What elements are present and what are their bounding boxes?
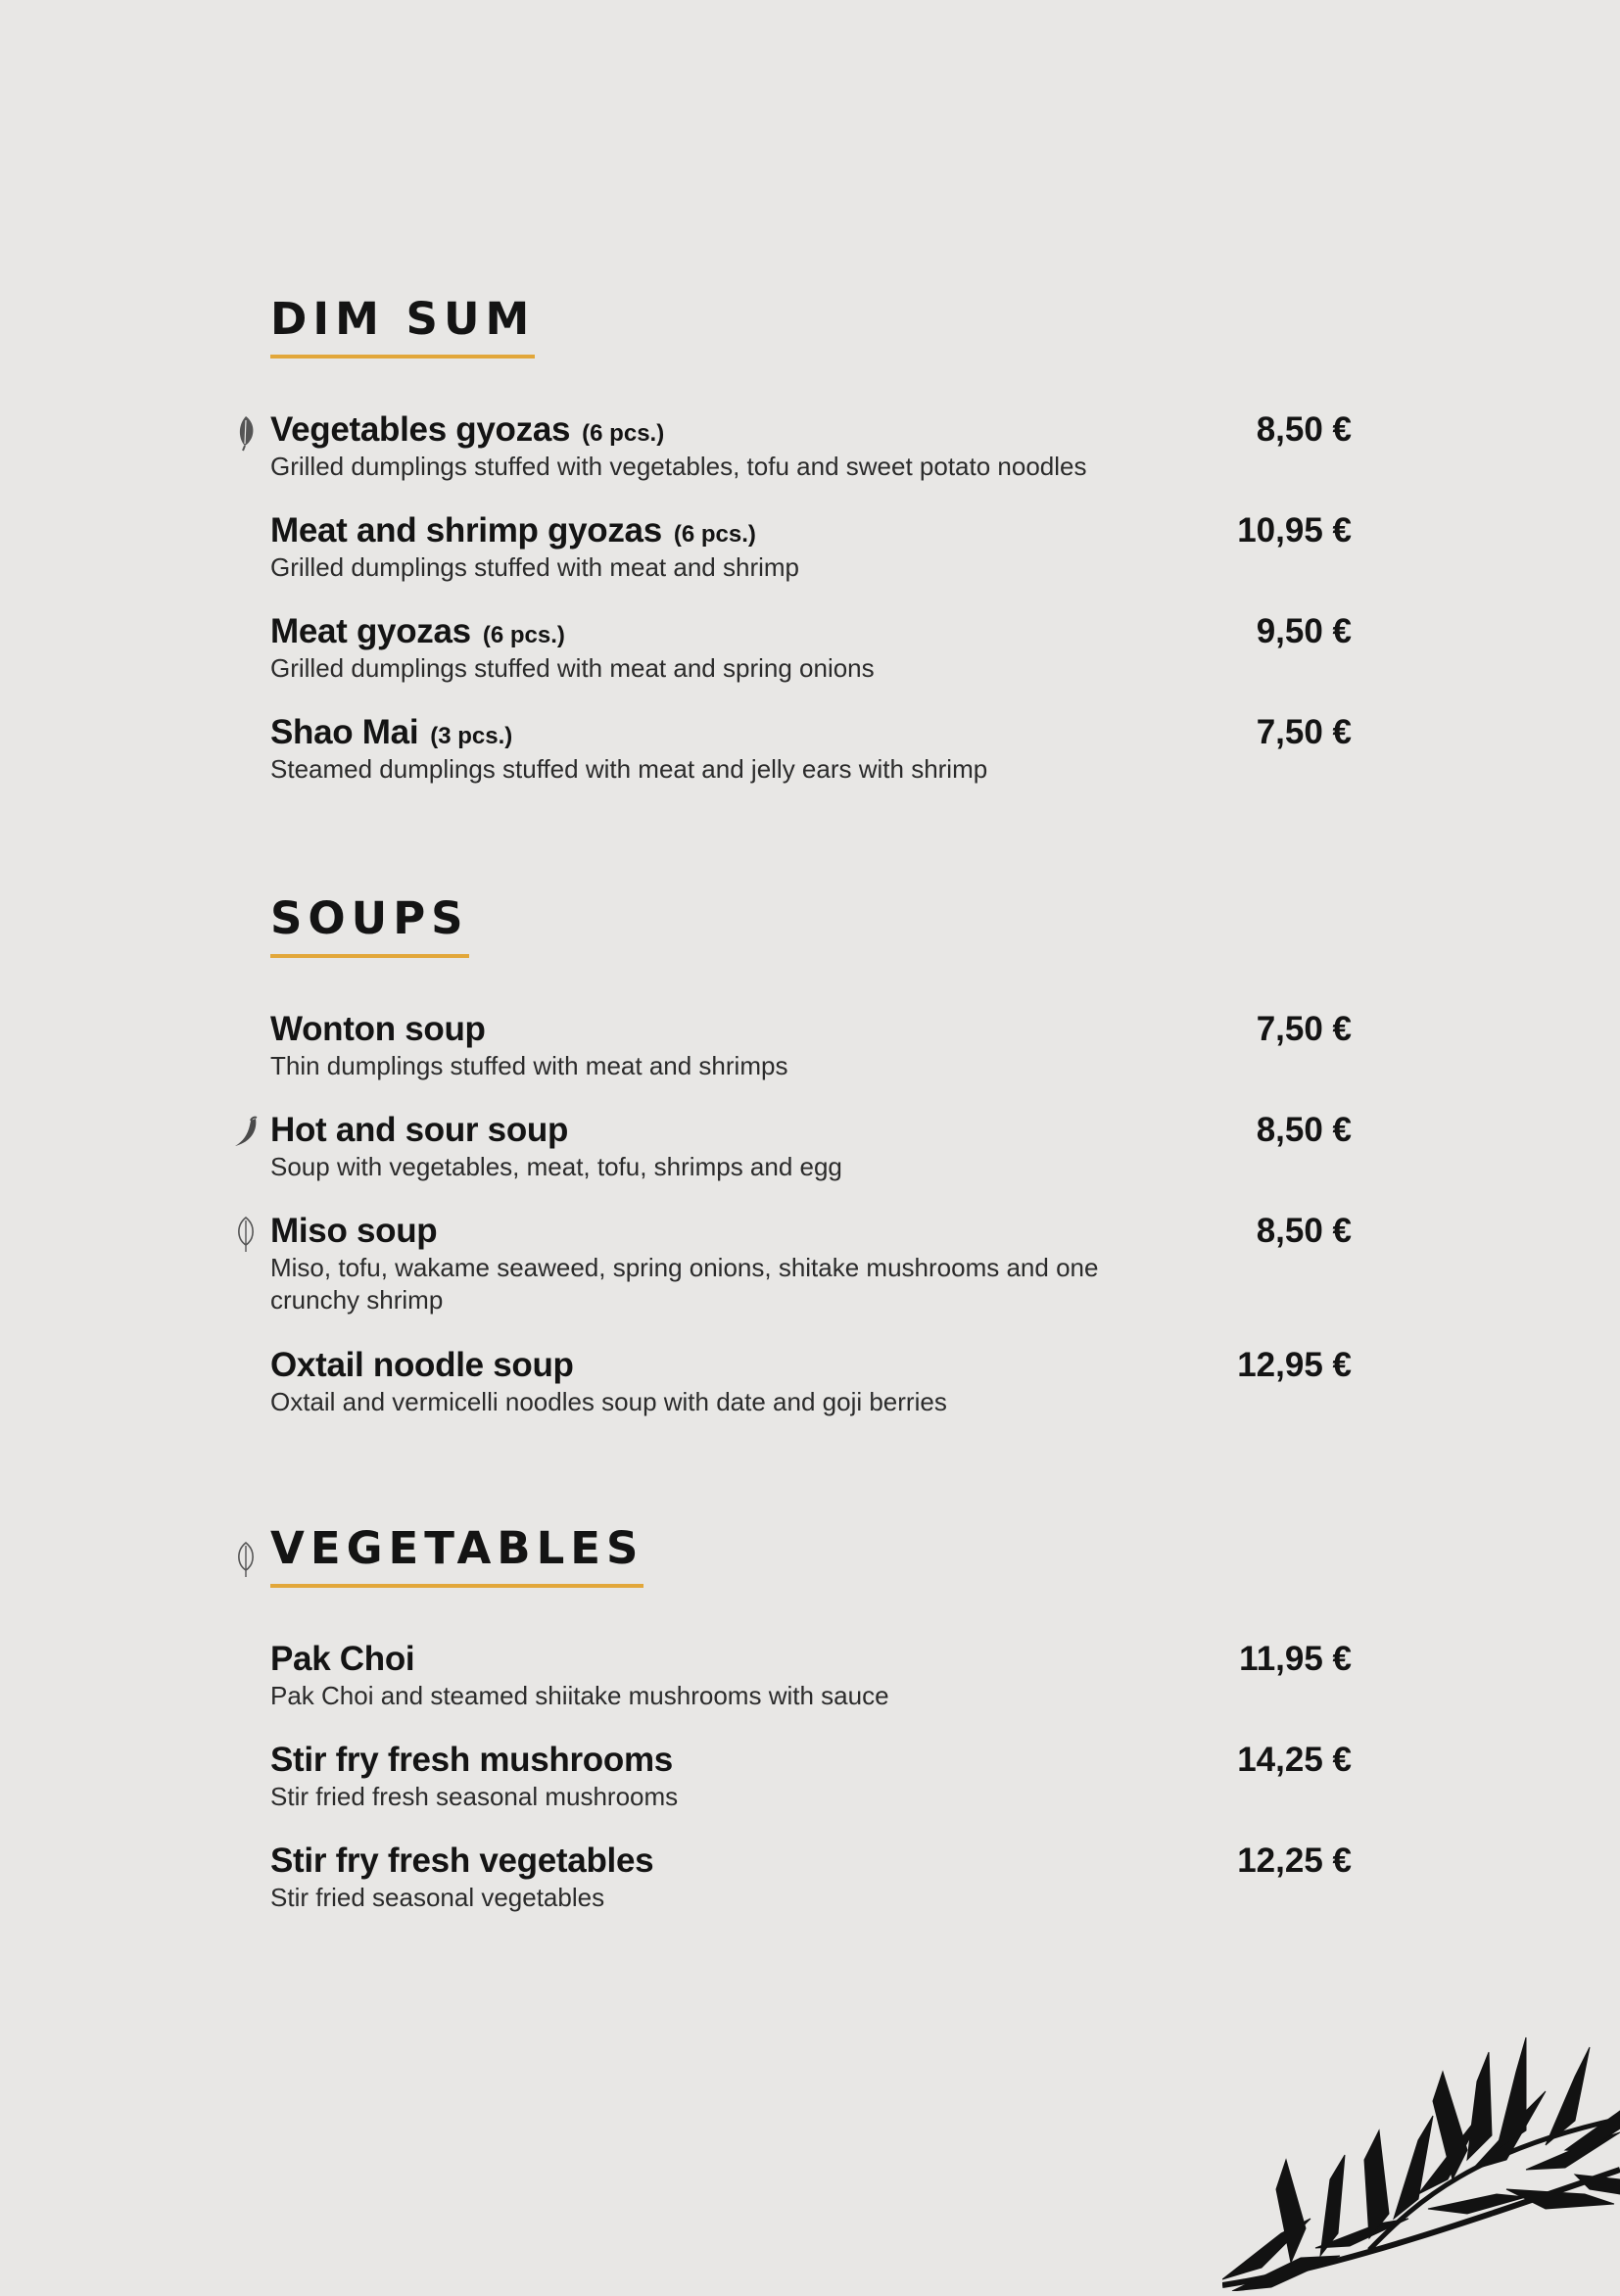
item-quantity: (6 pcs.): [582, 420, 665, 447]
item-description: Thin dumplings stuffed with meat and shrimps: [270, 1051, 788, 1080]
item-quantity: (6 pcs.): [673, 521, 756, 548]
item-description: Soup with vegetables, meat, tofu, shrimps and egg: [270, 1152, 842, 1181]
item-description: Grilled dumplings stuffed with vegetables, tofu and sweet potato noodles: [270, 452, 1087, 481]
item-name: Meat and shrimp gyozas: [270, 511, 662, 550]
menu-item: [270, 1737, 1352, 1813]
menu-item: [270, 1208, 1352, 1316]
item-description: Grilled dumplings stuffed with meat and spring onions: [270, 653, 875, 683]
item-description: Stir fried fresh seasonal mushrooms: [270, 1782, 679, 1811]
menu-item: [270, 1636, 1352, 1712]
item-name: Meat gyozas: [270, 612, 471, 650]
menu-item: [270, 1107, 1352, 1183]
item-price: 12,25 €: [1237, 1842, 1352, 1880]
item-name: Hot and sour soup: [270, 1111, 569, 1149]
item-price: 8,50 €: [1256, 1212, 1352, 1250]
item-name: Oxtail noodle soup: [270, 1346, 574, 1384]
item-description: Oxtail and vermicelli noodles soup with date and goji berries: [270, 1387, 947, 1416]
item-name: Miso soup: [270, 1212, 438, 1250]
menu-item: [270, 608, 1352, 685]
item-price: 8,50 €: [1256, 410, 1352, 449]
leaf-solid-icon: [231, 414, 261, 452]
item-name: Stir fry fresh vegetables: [270, 1842, 654, 1880]
item-quantity: (6 pcs.): [482, 622, 565, 648]
menu-item: [270, 1342, 1352, 1418]
item-price: 9,50 €: [1256, 612, 1352, 650]
item-name: Shao Mai: [270, 713, 419, 751]
chili-pepper-icon: [231, 1115, 261, 1152]
menu-item: [270, 1838, 1352, 1914]
leaf-outline-icon: [231, 1541, 261, 1578]
item-price: 10,95 €: [1237, 511, 1352, 550]
section-title: DIM SUM: [270, 292, 535, 359]
menu-item: [270, 1006, 1352, 1082]
item-description: Miso, tofu, wakame seaweed, spring onions, shitake mushrooms and one crunchy shrimp: [270, 1253, 1099, 1315]
item-name: Stir fry fresh mushrooms: [270, 1741, 673, 1779]
item-price: 11,95 €: [1239, 1640, 1352, 1678]
item-price: 12,95 €: [1237, 1346, 1352, 1384]
item-price: 14,25 €: [1237, 1741, 1352, 1779]
item-description: Stir fried seasonal vegetables: [270, 1883, 605, 1912]
bamboo-leaves-icon: [1222, 2023, 1620, 2291]
menu-item: [270, 407, 1352, 483]
item-name: Vegetables gyozas: [270, 410, 571, 449]
item-price: 8,50 €: [1256, 1111, 1352, 1149]
leaf-outline-icon: [231, 1216, 261, 1253]
item-description: Grilled dumplings stuffed with meat and shrimp: [270, 552, 799, 582]
section-title: VEGETABLES: [270, 1521, 643, 1588]
item-name: Wonton soup: [270, 1010, 486, 1048]
item-name: Pak Choi: [270, 1640, 415, 1678]
menu-item: [270, 507, 1352, 584]
item-price: 7,50 €: [1256, 713, 1352, 751]
item-description: Pak Choi and steamed shiitake mushrooms with sauce: [270, 1681, 889, 1710]
section-title: SOUPS: [270, 891, 469, 958]
item-price: 7,50 €: [1256, 1010, 1352, 1048]
menu-item: [270, 709, 1352, 786]
item-quantity: (3 pcs.): [430, 723, 513, 749]
item-description: Steamed dumplings stuffed with meat and jelly ears with shrimp: [270, 754, 988, 784]
